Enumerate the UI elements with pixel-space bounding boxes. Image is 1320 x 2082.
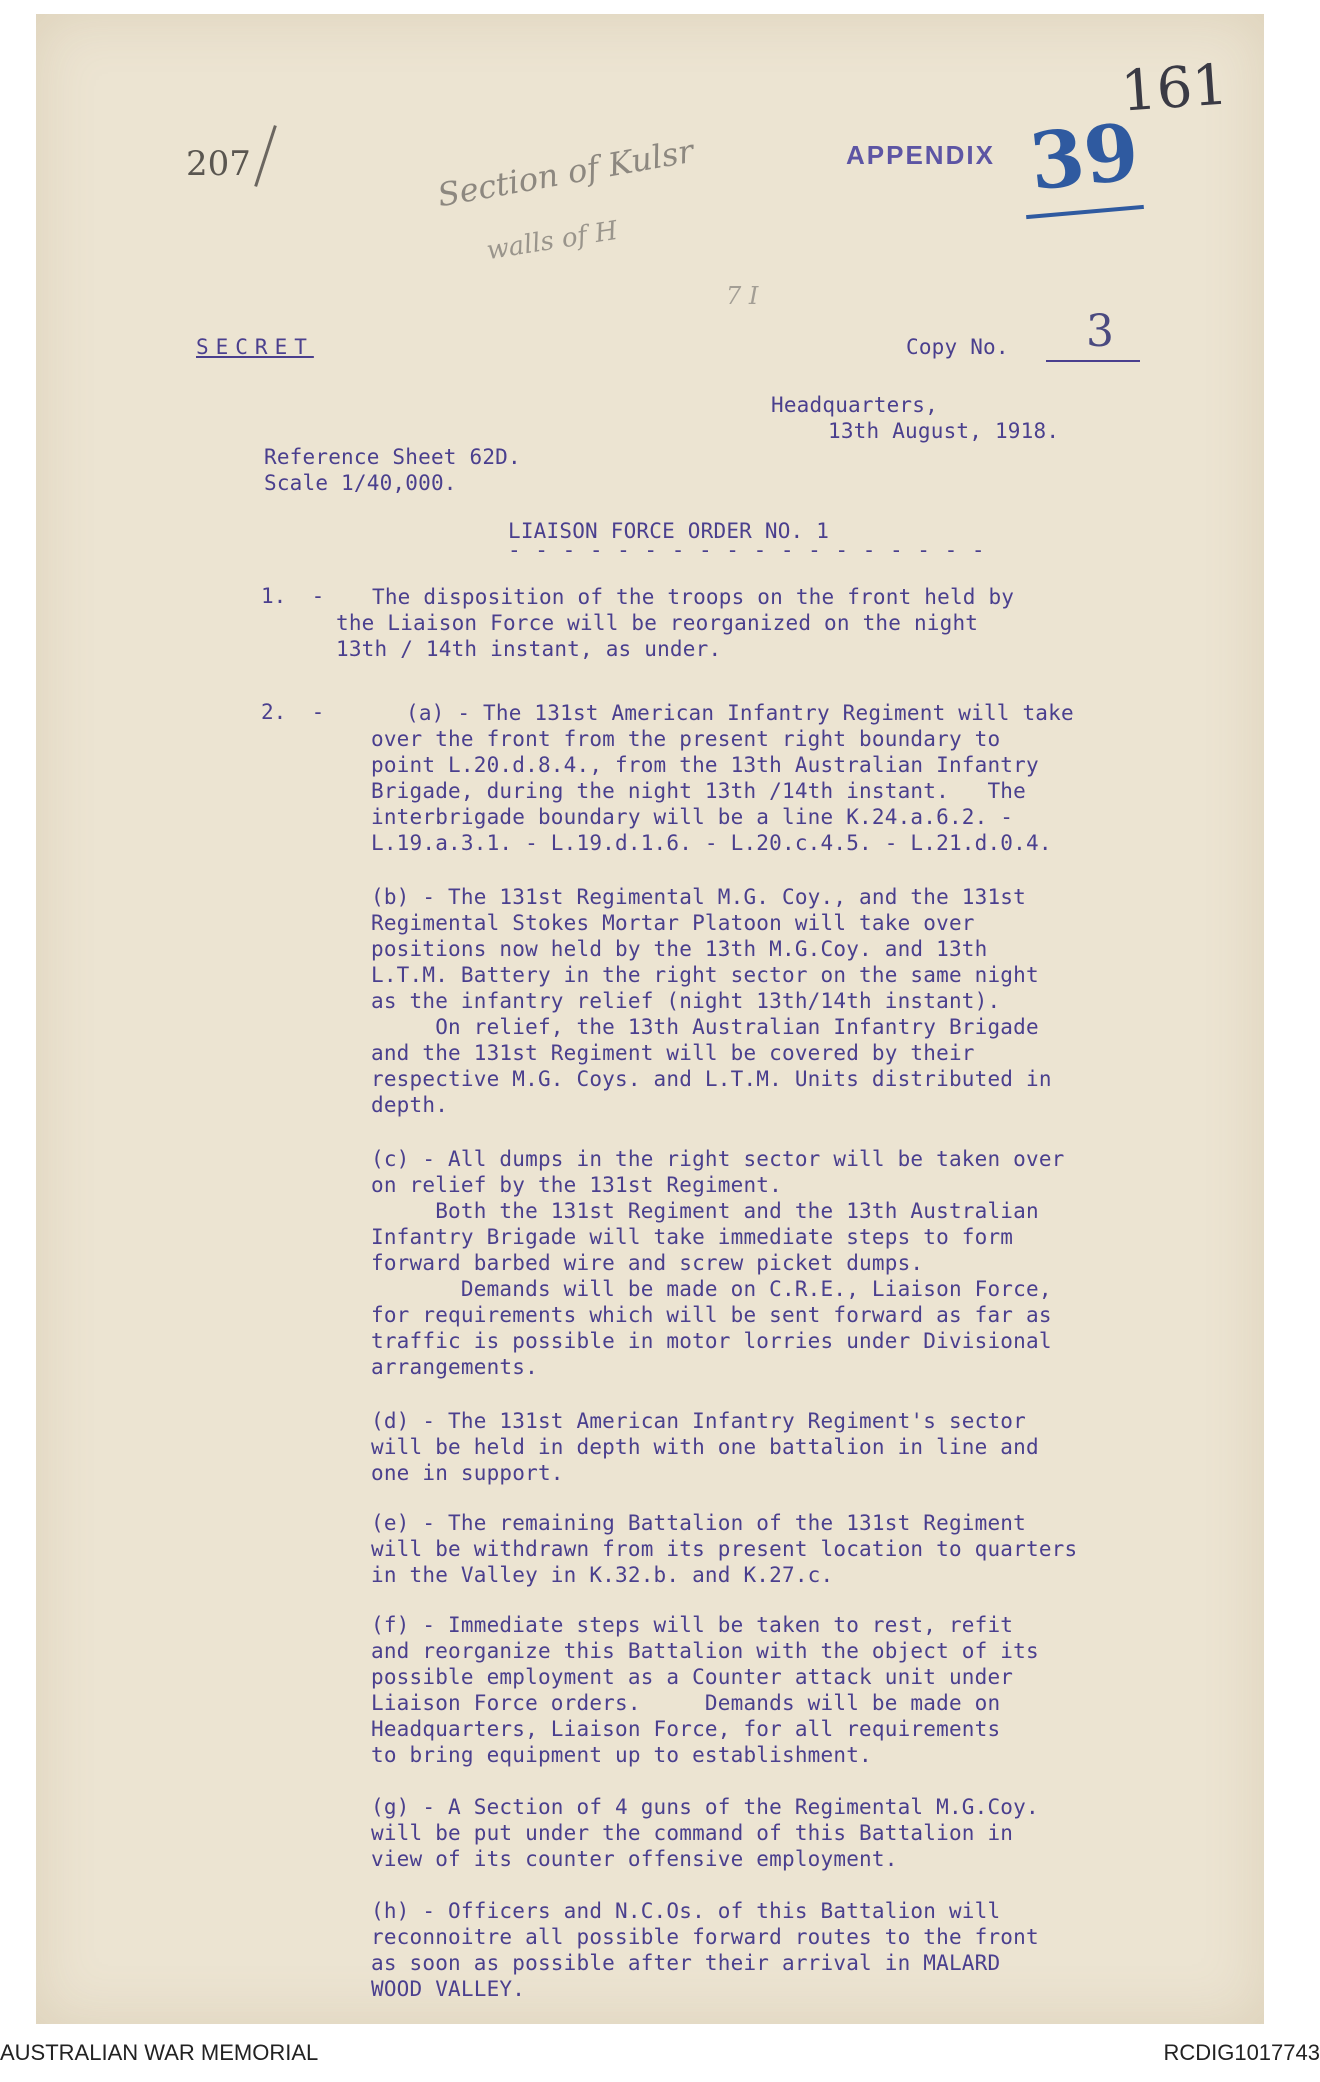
para-2d-line-2: will be held in depth with one battalion in line and — [371, 1435, 1039, 1459]
para-2e-line-1: (e) - The remaining Battalion of the 131st Regiment — [371, 1511, 1026, 1535]
para-1-line-3: 13th / 14th instant, as under. — [336, 637, 722, 661]
para-2b-line-8: respective M.G. Coys. and L.T.M. Units distributed in — [371, 1067, 1052, 1091]
copy-number: 3 — [1086, 306, 1114, 357]
para-2b-line-5: as the infantry relief (night 13th/14th instant). — [371, 989, 1001, 1013]
para-2f-line-3: possible employment as a Counter attack unit under — [371, 1665, 1014, 1689]
para-2b-line-9: depth. — [371, 1093, 449, 1117]
document-page — [36, 14, 1264, 2024]
para-2f-line-4: Liaison Force orders. Demands will be made on — [371, 1691, 1001, 1715]
copy-underline — [1046, 360, 1140, 362]
folio-number: 161 — [1118, 52, 1231, 125]
para-2f-line-2: and reorganize this Battalion with the object of its — [371, 1639, 1039, 1663]
para-2h-line-2: reconnoitre all possible forward routes to the front — [371, 1925, 1039, 1949]
hq-line-1: Headquarters, — [771, 393, 938, 417]
para-2g-line-2: will be put under the command of this Battalion in — [371, 1821, 1014, 1845]
para-2h-line-4: WOOD VALLEY. — [371, 1977, 526, 2001]
para-2c-line-1: (c) - All dumps in the right sector will be taken over — [371, 1147, 1065, 1171]
para-2b-line-2: Regimental Stokes Mortar Platoon will take over — [371, 911, 975, 935]
para-2a-line-1: (a) - The 131st American Infantry Regiment will take — [406, 701, 1074, 725]
reference-line-1: Reference Sheet 62D. — [264, 445, 521, 469]
para-2-number: 2. - — [261, 700, 325, 724]
para-2g-line-1: (g) - A Section of 4 guns of the Regimental M.G.Coy. — [371, 1795, 1039, 1819]
hq-line-2: 13th August, 1918. — [828, 419, 1060, 443]
para-2b-line-7: and the 131st Regiment will be covered by their — [371, 1041, 975, 1065]
para-2c-line-4: Infantry Brigade will take immediate steps to form — [371, 1225, 1014, 1249]
para-2g-line-3: view of its counter offensive employment. — [371, 1847, 898, 1871]
para-2f-line-5: Headquarters, Liaison Force, for all requirements — [371, 1717, 1001, 1741]
para-2c-line-3: Both the 131st Regiment and the 13th Australian — [371, 1199, 1039, 1223]
para-2e-line-3: in the Valley in K.32.b. and K.27.c. — [371, 1563, 834, 1587]
para-2f-line-6: to bring equipment up to establishment. — [371, 1743, 872, 1767]
para-2h-line-1: (h) - Officers and N.C.Os. of this Battalion will — [371, 1899, 1001, 1923]
para-2b-line-6: On relief, the 13th Australian Infantry Brigade — [371, 1015, 1039, 1039]
footer-record-id: RCDIG1017743 — [1163, 2040, 1320, 2065]
order-title: LIAISON FORCE ORDER NO. 1 — [508, 519, 830, 543]
pencil-slash-mark — [254, 125, 277, 187]
para-2a-line-6: L.19.a.3.1. - L.19.d.1.6. - L.20.c.4.5. - L.21.d.0.4. — [371, 831, 1052, 855]
para-2d-line-3: one in support. — [371, 1461, 564, 1485]
para-1-line-1: The disposition of the troops on the front held by — [372, 585, 1015, 609]
pencil-note-3: 7 I — [726, 282, 759, 310]
para-2b-line-3: positions now held by the 13th M.G.Coy. and 13th — [371, 937, 988, 961]
copy-label: Copy No. — [906, 335, 1009, 359]
para-2c-line-9: arrangements. — [371, 1355, 538, 1379]
para-2a-line-5: interbrigade boundary will be a line K.24.a.6.2. - — [371, 805, 1014, 829]
title-dashed-underline: - - - - - - - - - - - - - - - - - - — [508, 538, 986, 562]
para-1-number: 1. - — [261, 584, 325, 608]
para-2c-line-7: for requirements which will be sent forward as far as — [371, 1303, 1052, 1327]
para-2f-line-1: (f) - Immediate steps will be taken to rest, refit — [371, 1613, 1014, 1637]
para-2b-line-4: L.T.M. Battery in the right sector on the same night — [371, 963, 1039, 987]
appendix-number: 39 — [1025, 106, 1144, 209]
classification-label: SECRET — [196, 335, 314, 359]
para-2e-line-2: will be withdrawn from its present location to quarters — [371, 1537, 1078, 1561]
pencil-note-2: walls of H — [484, 215, 620, 267]
para-2c-line-8: traffic is possible in motor lorries under Divisional — [371, 1329, 1052, 1353]
page-number: 207 — [186, 144, 251, 184]
para-2a-line-2: over the front from the present right boundary to — [371, 727, 1001, 751]
para-2a-line-4: Brigade, during the night 13th /14th instant. The — [371, 779, 1026, 803]
pencil-note-1: Section of Kulsr — [434, 131, 697, 215]
appendix-stamp: APPENDIX — [846, 140, 995, 170]
para-2h-line-3: as soon as possible after their arrival in MALARD — [371, 1951, 1001, 1975]
para-2d-line-1: (d) - The 131st American Infantry Regiment's sector — [371, 1409, 1026, 1433]
footer-archive-name: AUSTRALIAN WAR MEMORIAL — [0, 2040, 319, 2065]
para-2c-line-2: on relief by the 131st Regiment. — [371, 1173, 782, 1197]
reference-line-2: Scale 1/40,000. — [264, 471, 457, 495]
para-2a-line-3: point L.20.d.8.4., from the 13th Australian Infantry — [371, 753, 1039, 777]
para-2c-line-5: forward barbed wire and screw picket dumps. — [371, 1251, 924, 1275]
para-2c-line-6: Demands will be made on C.R.E., Liaison Force, — [371, 1277, 1052, 1301]
para-2b-line-1: (b) - The 131st Regimental M.G. Coy., and the 131st — [371, 885, 1026, 909]
para-1-line-2: the Liaison Force will be reorganized on the night — [336, 611, 979, 635]
